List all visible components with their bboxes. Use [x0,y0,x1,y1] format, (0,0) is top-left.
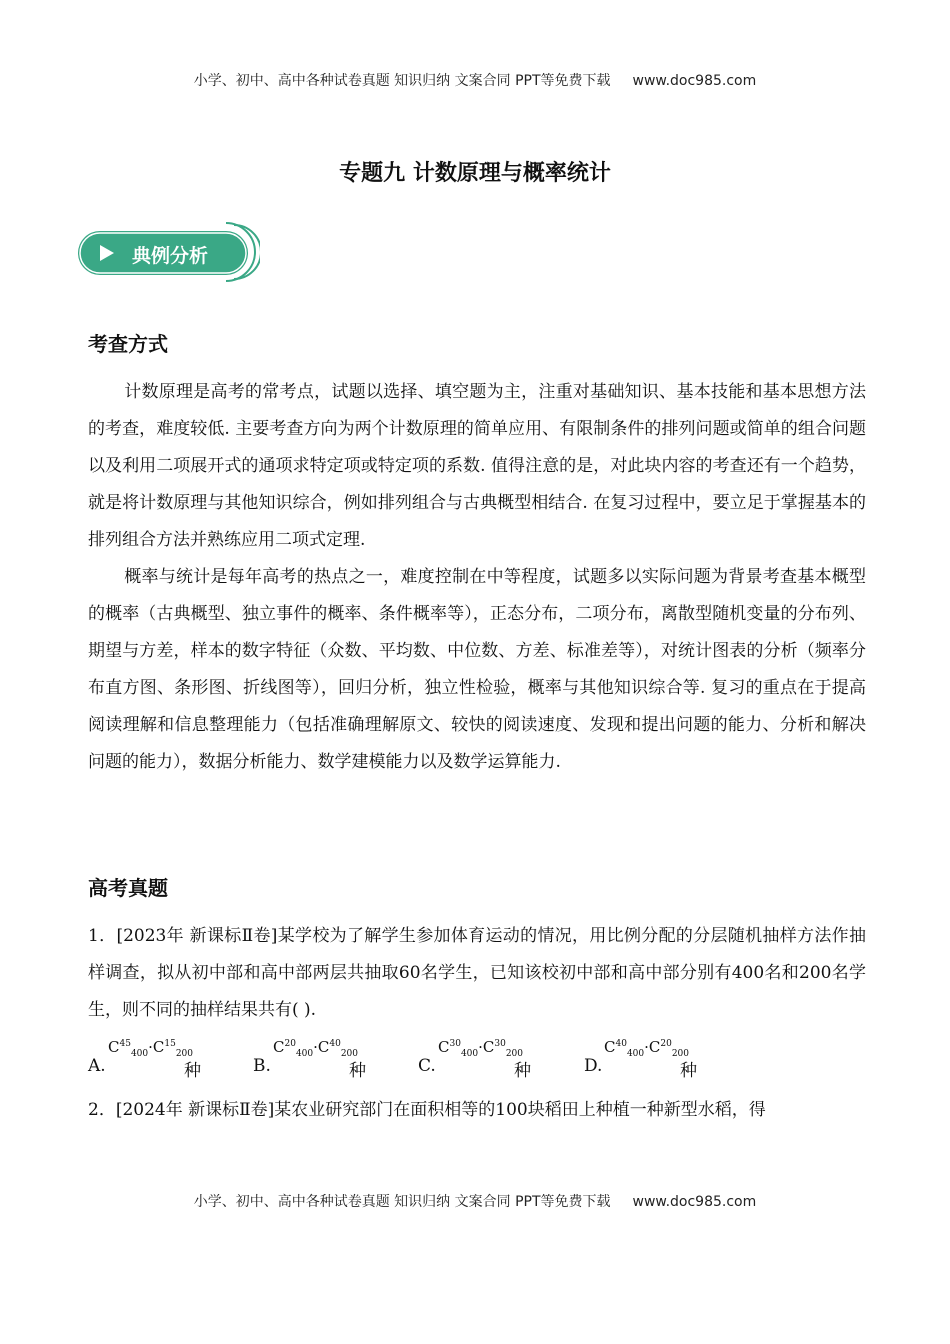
option-unit: 种 [680,1061,697,1081]
page-footer [0,1191,950,1211]
banner-label: 典例分析 [132,245,209,267]
paragraph-counting [88,374,866,559]
paragraph-probability [88,559,866,781]
option-letter: A. [88,1056,106,1076]
paragraph-counting-text: 计数原理是高考的常考点，试题以选择、填空题为主，注重对基础知识、基本技能和基本思想方法的考查，难度较低. 主要考查方向为两个计数原理的简单应用、有限制条件的排列问题或简单的组合问题以及利用二项展开式的通项求特定项或特定项的系数. 值得注意的是，对此块内容的考查还有一个趋势，就是将计数原理与其他知识综合，例如排列组合与古典概型相结合. 在复习过程中，要立足于掌握基本的排列组合方法并熟练应用二项式定理. [88,382,866,550]
header-site[interactable]: www.doc985.com [632,73,757,89]
section-heading-method: 考查方式 [88,332,168,356]
question-2: 2．[2024年 新课标Ⅱ卷]某农业研究部门在面积相等的100块稻田上种植一种新型水稻，得 [88,1100,766,1120]
option-unit: 种 [349,1061,366,1081]
option-formula: $C^{30}_{400}\cdot C^{30}_{200}$ [438,1038,524,1059]
option-letter: D. [584,1056,603,1076]
section-heading-exam: 高考真题 [88,876,168,900]
option-formula: $C^{45}_{400}\cdot C^{15}_{200}$ [108,1038,194,1059]
footer-site[interactable]: www.doc985.com [632,1194,757,1210]
option-unit: 种 [514,1061,531,1081]
page-title: 专题九 计数原理与概率统计 [339,161,611,186]
page-header [0,70,950,90]
option-formula: $C^{40}_{400}\cdot C^{20}_{200}$ [604,1038,690,1059]
header-text: 小学、初中、高中各种试卷真题 知识归纳 文案合同 PPT等免费下载 [193,73,611,89]
option-letter: B. [253,1056,271,1076]
option-letter: C. [418,1056,436,1076]
paragraph-probability-text: 概率与统计是每年高考的热点之一，难度控制在中等程度，试题多以实际问题为背景考查基本概型的概率（古典概型、独立事件的概率、条件概率等），正态分布，二项分布，离散型随机变量的分布列、期望与方差，样本的数字特征（众数、平均数、中位数、方差、标准差等），对统计图表的分析（频率分布直方图、条形图、折线图等），回归分析，独立性检验，概率与其他知识综合等. 复习的重点在于提高阅读理解和信息整理能力（包括准确理解原文、较快的阅读速度、发现和提出问题的能力、分析和解决问题的能力），数据分析能力、数学建模能力以及数学运算能力. [88,567,866,772]
question-1: 1．[2023年 新课标Ⅱ卷]某学校为了解学生参加体育运动的情况，用比例分配的分层随机抽样方法作抽样调查，拟从初中部和高中部两层共抽取60名学生，已知该校初中部和高中部分别有400名和200名学生，则不同的抽样结果共有( ). [88,926,866,1020]
option-formula: $C^{20}_{400}\cdot C^{40}_{200}$ [273,1038,359,1059]
option-unit: 种 [184,1061,201,1081]
footer-text: 小学、初中、高中各种试卷真题 知识归纳 文案合同 PPT等免费下载 [193,1194,611,1210]
